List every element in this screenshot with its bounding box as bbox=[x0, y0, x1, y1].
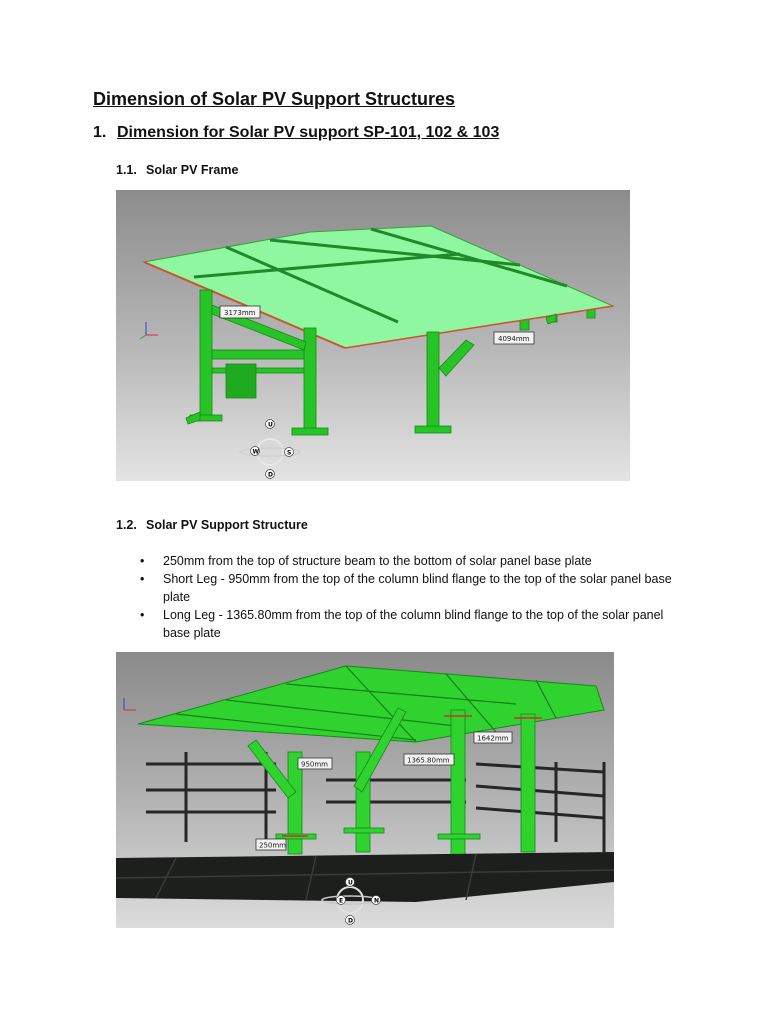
dimension-text: 4094mm bbox=[498, 335, 530, 343]
dimension-text: 3173mm bbox=[224, 309, 256, 317]
dimension-notes-list bbox=[116, 552, 676, 642]
section-number: 1. bbox=[93, 124, 107, 141]
dimension-label-950 bbox=[298, 758, 332, 769]
dimension-label-4094 bbox=[494, 332, 534, 344]
dimension-text: 250mm bbox=[259, 841, 286, 850]
compass-up: U bbox=[348, 879, 353, 887]
list-item: • Long Leg - 1365.80mm from the top of the column blind flange to the top of the solar panel base plate bbox=[116, 606, 676, 642]
solar-pv-support-structure-figure bbox=[116, 652, 614, 928]
compass-east: E bbox=[339, 897, 344, 905]
subsection-heading-1-1 bbox=[116, 163, 238, 177]
dimension-text: 1642mm bbox=[477, 734, 509, 743]
subsection-number: 1.2. bbox=[116, 518, 137, 532]
solar-pv-frame-figure bbox=[116, 190, 630, 481]
compass-down: D bbox=[348, 917, 353, 925]
document-title: Dimension of Solar PV Support Structures bbox=[93, 89, 456, 109]
compass-south: S bbox=[287, 449, 292, 457]
compass-up: U bbox=[268, 421, 273, 429]
compass-west: W bbox=[252, 448, 260, 456]
list-item: • 250mm from the top of structure beam to the bottom of solar panel base plate bbox=[116, 552, 676, 570]
compass-down: D bbox=[268, 471, 273, 479]
dimension-label-1365 bbox=[404, 754, 454, 765]
dimension-label-3173 bbox=[220, 306, 260, 318]
subsection-number: 1.1. bbox=[116, 163, 137, 177]
dimension-label-250 bbox=[256, 839, 286, 850]
subsection-title: Solar PV Frame bbox=[146, 163, 239, 177]
list-item: • Short Leg - 950mm from the top of the column blind flange to the top of the solar panel base plate bbox=[116, 570, 676, 606]
section-heading-1 bbox=[93, 124, 499, 142]
subsection-title: Solar PV Support Structure bbox=[146, 518, 308, 532]
dimension-text: 950mm bbox=[301, 760, 328, 769]
dimension-text: 1365.80mm bbox=[407, 756, 450, 765]
compass-north: N bbox=[374, 897, 380, 905]
dimension-label-1642 bbox=[474, 732, 512, 743]
subsection-heading-1-2 bbox=[116, 518, 308, 532]
section-title: Dimension for Solar PV support SP-101, 102 & 103 bbox=[117, 124, 500, 141]
